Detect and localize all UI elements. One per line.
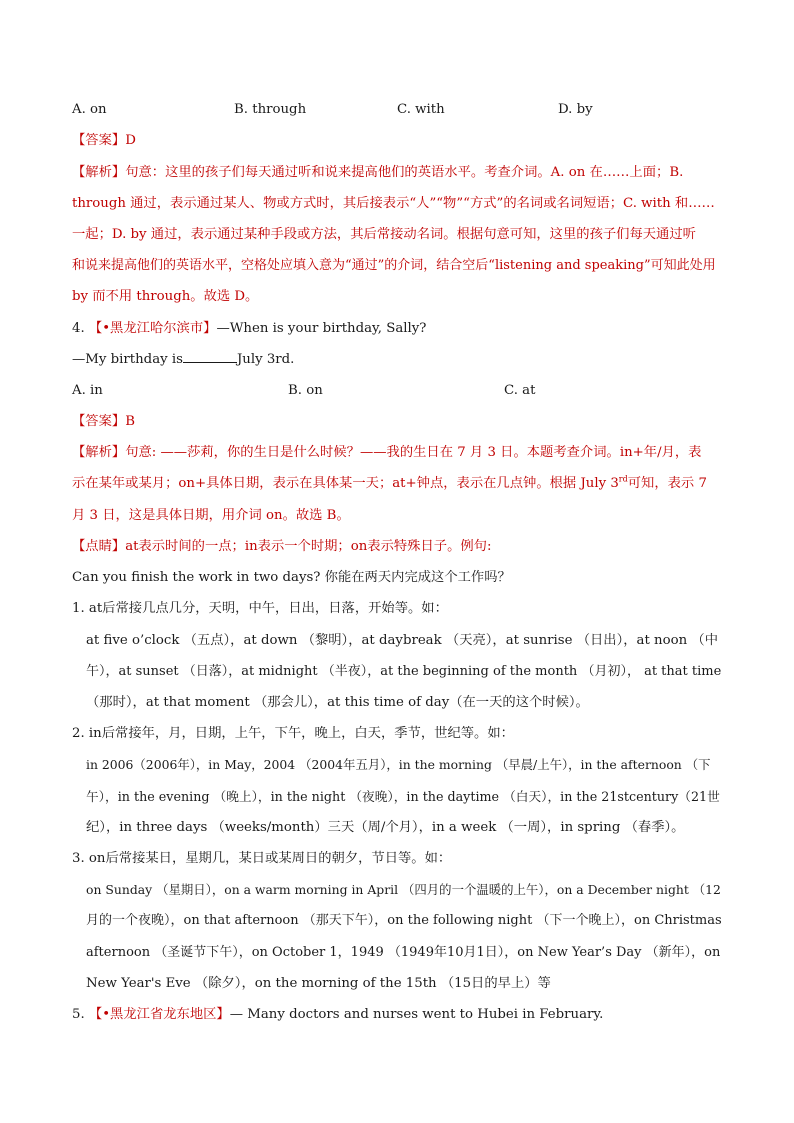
analysis-tag: 【解析】 bbox=[72, 445, 126, 460]
answer-value: D bbox=[125, 133, 136, 148]
rule-line: New Year's Eve （除夕），on the morning of the 15th （15日的早上）等 bbox=[86, 976, 551, 991]
rule-line: 午），in the evening （晚上），in the night （夜晚），in the daytime （白天），in the 21stcentury（21世 bbox=[86, 789, 720, 804]
rule-heading-in: 2. in后常接年，月，日期，上午，下午，晚上，白天，季节，世纪等。如： bbox=[72, 726, 514, 741]
q3-analysis-line-4: 和说来提高他们的英语水平，空格处应填入意为“通过”的介词，结合空后“listening and speaking”可知此处用 bbox=[72, 258, 716, 273]
option-c: C. at bbox=[504, 383, 536, 398]
rule-line: （那时），at that moment （那会儿），at this time of day（在一天的这个时候）。 bbox=[86, 695, 589, 710]
q4-stem-line-1 bbox=[72, 319, 426, 339]
stem-text: July 3rd. bbox=[236, 352, 295, 367]
answer-tag: 【答案】 bbox=[72, 133, 126, 148]
analysis-text: 句意: ——莎莉，你的生日是什么时候？——我的生日在 7 月 3 日。本题考查介词。in+年/月，表 bbox=[125, 445, 702, 460]
superscript: rd bbox=[618, 474, 628, 484]
q4-analysis-line-1 bbox=[72, 443, 701, 463]
q3-answer bbox=[72, 131, 136, 151]
rule-heading-at: 1. at后常接几点几分，天明，中午，日出，日落，开始等。如： bbox=[72, 601, 448, 616]
q4-analysis-line-3: 月 3 日，这是具体日期，用介词 on。故选 B。 bbox=[72, 508, 350, 523]
option-b: B. through bbox=[234, 102, 307, 117]
rule-line: at five o’clock （五点），at down （黎明），at daybreak （天亮），at sunrise （日出），at noon （中 bbox=[86, 633, 718, 648]
analysis-text: 可知，表示 7 bbox=[627, 476, 707, 491]
example-line: Can you finish the work in two days? 你能在两天内完成这个工作吗？ bbox=[72, 570, 511, 585]
rule-line: 月的一个夜晚），on that afternoon （那天下午），on the following night （下一个晚上），on Christmas bbox=[86, 913, 722, 928]
answer-value: B bbox=[125, 414, 135, 429]
analysis-text: 示在某年或某月；on+具体日期，表示在具体某一天；at+钟点，表示在几点钟。根据 July 3 bbox=[72, 476, 619, 491]
q3-analysis-line-3: 一起；D. by 通过，表示通过某种手段或方法，其后常接动名词。根据句意可知，这里的孩子们每天通过听 bbox=[72, 227, 696, 242]
option-b: B. on bbox=[288, 383, 323, 398]
option-d: D. by bbox=[558, 102, 593, 117]
q4-answer bbox=[72, 412, 135, 432]
analysis-tag: 【解析】 bbox=[72, 165, 126, 180]
answer-blank bbox=[183, 350, 237, 363]
q4-tip-line bbox=[72, 537, 491, 557]
rule-line: on Sunday （星期日），on a warm morning in April （四月的一个温暖的上午），on a December night （12 bbox=[86, 882, 721, 897]
option-a: A. on bbox=[72, 102, 107, 117]
stem-text: —My birthday is bbox=[72, 352, 183, 367]
question-number: 4. bbox=[72, 321, 85, 336]
question-stem: —When is your birthday, Sally? bbox=[216, 321, 427, 336]
option-c: C. with bbox=[397, 102, 445, 117]
rule-line: afternoon （圣诞节下午），on October 1，1949 （1949年10月1日），on New Year’s Day （新年），on bbox=[86, 945, 721, 960]
q4-analysis-line-2 bbox=[72, 474, 707, 494]
q4-stem-line-2 bbox=[72, 350, 294, 370]
answer-tag: 【答案】 bbox=[72, 414, 126, 429]
rule-heading-on: 3. on后常接某日，星期几，某日或某周日的朝夕，节日等。如： bbox=[72, 851, 452, 866]
option-a: A. in bbox=[72, 383, 103, 398]
q3-analysis-line-1 bbox=[72, 163, 683, 183]
tip-tag: 【点睛】 bbox=[72, 539, 126, 554]
question-source: 【•黑龙江省龙东地区】 bbox=[88, 1007, 230, 1022]
q3-analysis-line-5: by 而不用 through。故选 D。 bbox=[72, 289, 259, 304]
rule-line: 午），at sunset （日落），at midnight （半夜），at the beginning of the month （月初）， at that time bbox=[86, 664, 722, 679]
q5-stem bbox=[72, 1005, 603, 1025]
q3-analysis-line-2: through 通过，表示通过某人、物或方式时，其后接表示“人”“物”“方式”的名词或名词短语；C. with 和…… bbox=[72, 196, 715, 211]
rule-line: in 2006（2006年），in May，2004 （2004年五月），in the morning （早晨/上午），in the afternoon （下 bbox=[86, 757, 711, 772]
question-source: 【•黑龙江哈尔滨市】 bbox=[88, 321, 217, 336]
tip-text: at表示时间的一点；in表示一个时期；on表示特殊日子。例句: bbox=[125, 539, 492, 554]
rule-line: 纪），in three days （weeks/month）三天（周/个月），in a week （一周），in spring （春季）。 bbox=[86, 820, 685, 835]
question-number: 5. bbox=[72, 1007, 85, 1022]
question-stem: — Many doctors and nurses went to Hubei in February. bbox=[229, 1007, 604, 1022]
analysis-text: 句意：这里的孩子们每天通过听和说来提高他们的英语水平。考查介词。A. on 在……上面；B. bbox=[125, 165, 684, 180]
